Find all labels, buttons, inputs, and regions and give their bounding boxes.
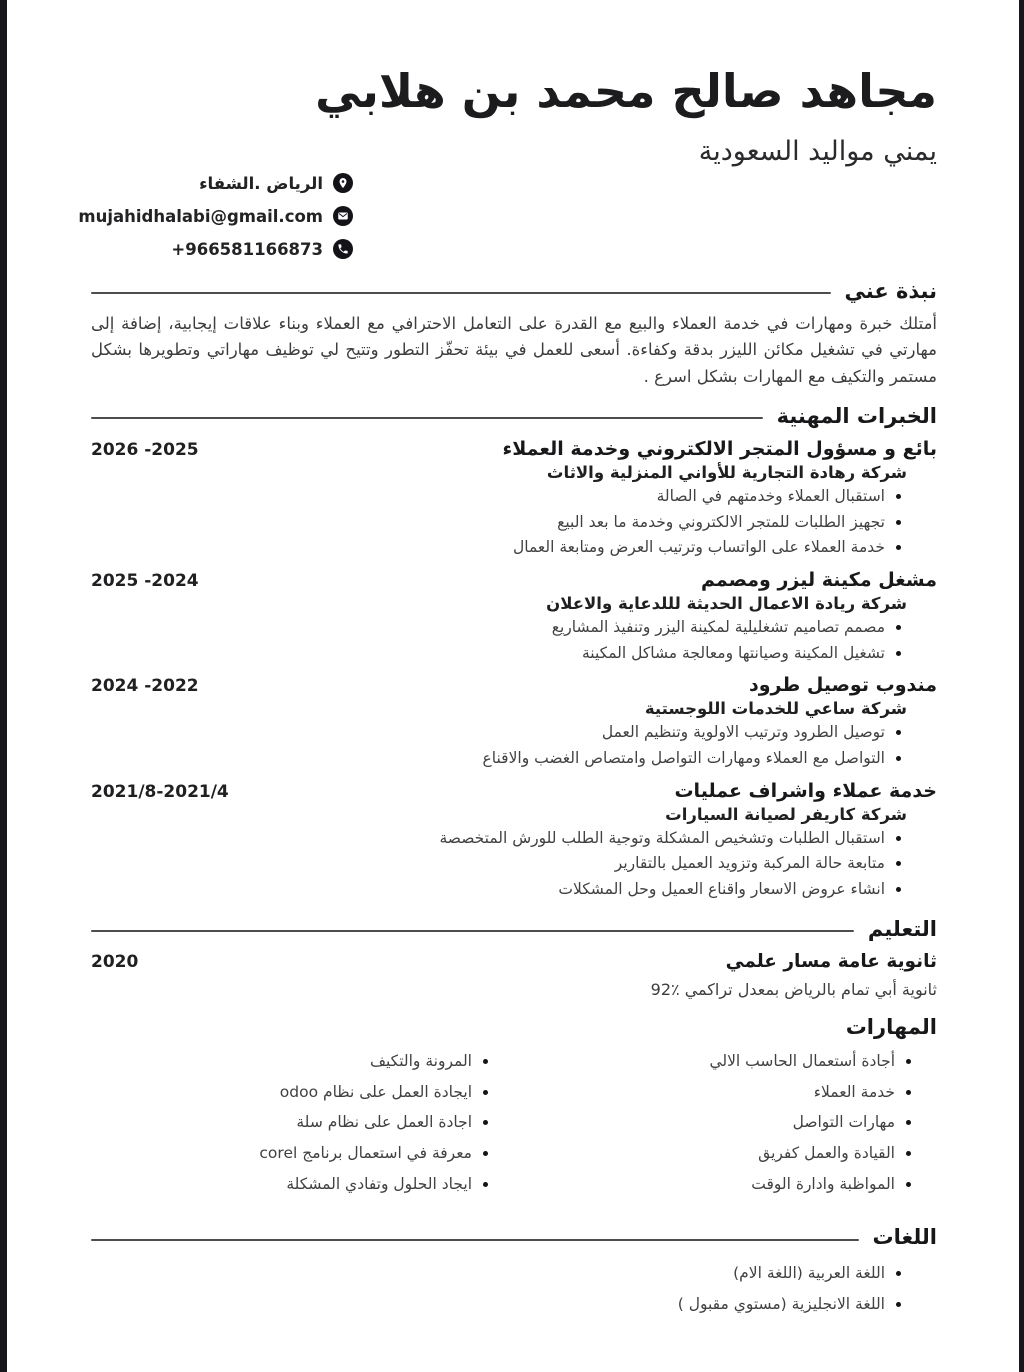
location-text: الرياض .الشفاء: [199, 173, 323, 193]
job-bullet: [91, 617, 937, 639]
bullet-dot-icon: [896, 545, 901, 550]
job-bullet: [91, 537, 937, 559]
bullet-dot-icon: [896, 861, 901, 866]
about-divider: [91, 292, 831, 294]
job-bullet: [91, 643, 937, 665]
job-company: شركة كاريفر لصيانة السيارات: [665, 804, 907, 824]
job-title: مندوب توصيل طرود: [748, 674, 937, 697]
job-bullet: [91, 486, 937, 508]
skill-text: ايجاد الحلول وتفادي المشكلة: [286, 1174, 472, 1193]
bullet-dot-icon: [896, 836, 901, 841]
skill-item: [91, 1143, 514, 1165]
bullet-text: تجهيز الطلبات للمتجر الالكتروني وخدمة ما بعد البيع: [557, 512, 885, 531]
bullet-dot-icon: [896, 651, 901, 656]
skills-column-left: [91, 1051, 514, 1195]
language-item: [91, 1263, 937, 1285]
job-dates: 2024 -2022: [91, 676, 199, 697]
job-dates: 2021/8-2021/4: [91, 781, 229, 802]
education-divider: [91, 930, 854, 932]
job-dates: 2026 -2025: [91, 439, 199, 460]
bullet-dot-icon: [906, 1059, 911, 1064]
skill-item: [91, 1082, 514, 1104]
job-dates: 2025 -2024: [91, 571, 199, 592]
job-company: شركة رهادة التجارية للأواني المنزلية والاثاث: [546, 462, 907, 482]
section-languages: [91, 1225, 937, 1315]
bullet-dot-icon: [906, 1151, 911, 1156]
job-bullet: [91, 748, 937, 770]
job-entry: [91, 438, 937, 559]
bullet-dot-icon: [483, 1120, 488, 1125]
skill-text: اجادة العمل على نظام سلة: [296, 1113, 472, 1132]
language-text: اللغة العربية (اللغة الام): [733, 1264, 885, 1283]
job-entry: [91, 569, 937, 664]
bullet-dot-icon: [483, 1059, 488, 1064]
bullet-dot-icon: [896, 520, 901, 525]
contact-email-row: [78, 206, 353, 226]
skill-text: معرفة في استعمال برنامج corel: [259, 1143, 472, 1162]
skill-text: أجادة أستعمال الحاسب الالي: [709, 1051, 895, 1070]
bullet-dot-icon: [896, 1271, 901, 1276]
skill-item: [91, 1051, 514, 1073]
section-about: [91, 279, 937, 390]
skill-item: [91, 1112, 514, 1134]
job-bullet: [91, 512, 937, 534]
email-text: mujahidhalabi@gmail.com: [78, 206, 323, 226]
bullet-text: التواصل مع العملاء ومهارات التواصل وامتصاص الغضب والاقناع: [482, 749, 885, 768]
bullet-dot-icon: [896, 887, 901, 892]
skill-text: ايجادة العمل على نظام odoo: [279, 1082, 472, 1101]
bullet-dot-icon: [896, 494, 901, 499]
skill-item: [514, 1082, 937, 1104]
job-bullet: [91, 853, 937, 875]
languages-divider: [91, 1239, 859, 1241]
languages-title: اللغات: [872, 1225, 937, 1250]
location-icon: [333, 173, 353, 193]
candidate-name: مجاهد صالح محمد بن هلابي: [315, 64, 937, 118]
skill-item: [91, 1174, 514, 1196]
skill-text: خدمة العملاء: [813, 1082, 895, 1101]
skill-item: [514, 1051, 937, 1073]
section-skills: [91, 1015, 937, 1195]
skill-item: [514, 1112, 937, 1134]
candidate-subtitle: يمني مواليد السعودية: [698, 135, 937, 167]
job-company: شركة ريادة الاعمال الحديثة لللدعاية والاعلان: [546, 594, 907, 614]
bullet-text: مصمم تصاميم تشغليلية لمكينة اليزر وتنفيذ المشاريع: [551, 618, 885, 637]
job-bullet: [91, 828, 937, 850]
bullet-text: تشغيل المكينة وصيانتها ومعالجة مشاكل المكينة: [582, 643, 885, 662]
bullet-text: استقبال العملاء وخدمتهم في الصالة: [656, 486, 885, 505]
about-title: نبذة عني: [844, 278, 937, 303]
job-bullets: [91, 617, 937, 664]
bullet-dot-icon: [906, 1120, 911, 1125]
bullet-dot-icon: [906, 1090, 911, 1095]
bullet-text: استقبال الطلبات وتشخيص المشكلة وتوجية الطلب للورش المتخصصة: [439, 828, 885, 847]
language-text: اللغة الانجليزية (مستوي مقبول ): [677, 1294, 885, 1313]
bullet-dot-icon: [906, 1182, 911, 1187]
skill-item: [514, 1174, 937, 1196]
phone-text: +966581166873: [171, 239, 323, 259]
page-edge-left: [0, 0, 7, 1372]
bullet-dot-icon: [483, 1151, 488, 1156]
phone-icon: [333, 239, 353, 259]
job-bullets: [91, 828, 937, 901]
job-entry: [91, 780, 937, 901]
contact-location-row: [91, 173, 353, 193]
bullet-dot-icon: [483, 1090, 488, 1095]
email-icon: [333, 206, 353, 226]
education-title: التعليم: [867, 916, 937, 941]
education-dates: 2020: [91, 951, 139, 972]
resume-content: [7, 0, 1019, 1372]
job-bullets: [91, 722, 937, 769]
contact-phone-row: [91, 239, 353, 259]
bullet-text: متابعة حالة المركبة وتزويد العميل بالتقارير: [614, 854, 885, 873]
about-text: أمتلك خبرة ومهارات في خدمة العملاء والبيع مع القدرة على التعامل الاحترافي مع العملاء وبناء علاقات إيجابية، إضافة إلى مهارتي في تشغيل مكائن الليزر بدقة وكفاءة. أسعى للعمل في بيئة تحفّز التطور وتتيح لي توظيف مهاراتي وتطويرها بشكل مستمر والتكيف مع المهارات بشكل اسرع .: [91, 313, 937, 386]
bullet-text: توصيل الطرود وترتيب الاولوية وتنظيم العمل: [601, 723, 885, 742]
skill-text: القيادة والعمل كفريق: [758, 1143, 895, 1162]
bullet-dot-icon: [896, 625, 901, 630]
job-bullet: [91, 722, 937, 744]
job-title: خدمة عملاء واشراف عمليات: [674, 779, 937, 802]
bullet-text: خدمة العملاء على الواتساب وترتيب العرض ومتابعة العمال: [512, 538, 885, 557]
experience-title: الخبرات المهنية: [776, 403, 937, 428]
skill-text: مهارات التواصل: [792, 1113, 895, 1132]
job-bullets: [91, 486, 937, 559]
bullet-text: انشاء عروض الاسعار واقناع العميل وحل المشكلات: [558, 880, 885, 899]
education-details: ثانوية أبي تمام بالرياض بمعدل تراكمي ٪92: [650, 979, 937, 999]
skills-column-right: [514, 1051, 937, 1195]
job-company: شركة ساعي للخدمات اللوجستية: [644, 699, 907, 719]
languages-list: [91, 1263, 937, 1315]
section-education: [91, 917, 937, 999]
bullet-dot-icon: [896, 1302, 901, 1307]
job-entry: [91, 674, 937, 769]
skill-item: [514, 1143, 937, 1165]
contact-block: [78, 173, 353, 259]
jobs-list: [91, 438, 937, 901]
education-degree: ثانوية عامة مسار علمي: [725, 950, 937, 972]
section-experience: [91, 404, 937, 901]
skill-text: المرونة والتكيف: [369, 1051, 472, 1070]
bullet-dot-icon: [483, 1182, 488, 1187]
skills-title: المهارات: [845, 1014, 937, 1039]
page-edge-right: [1019, 0, 1024, 1372]
experience-divider: [91, 417, 763, 419]
skill-text: المواظبة وادارة الوقت: [751, 1174, 895, 1193]
language-item: [91, 1294, 937, 1316]
job-title: مشغل مكينة ليزر ومصمم: [700, 569, 937, 592]
bullet-dot-icon: [896, 756, 901, 761]
job-title: بائع و مسؤول المتجر الالكتروني وخدمة العملاء: [502, 437, 937, 460]
bullet-dot-icon: [896, 730, 901, 735]
job-bullet: [91, 879, 937, 901]
